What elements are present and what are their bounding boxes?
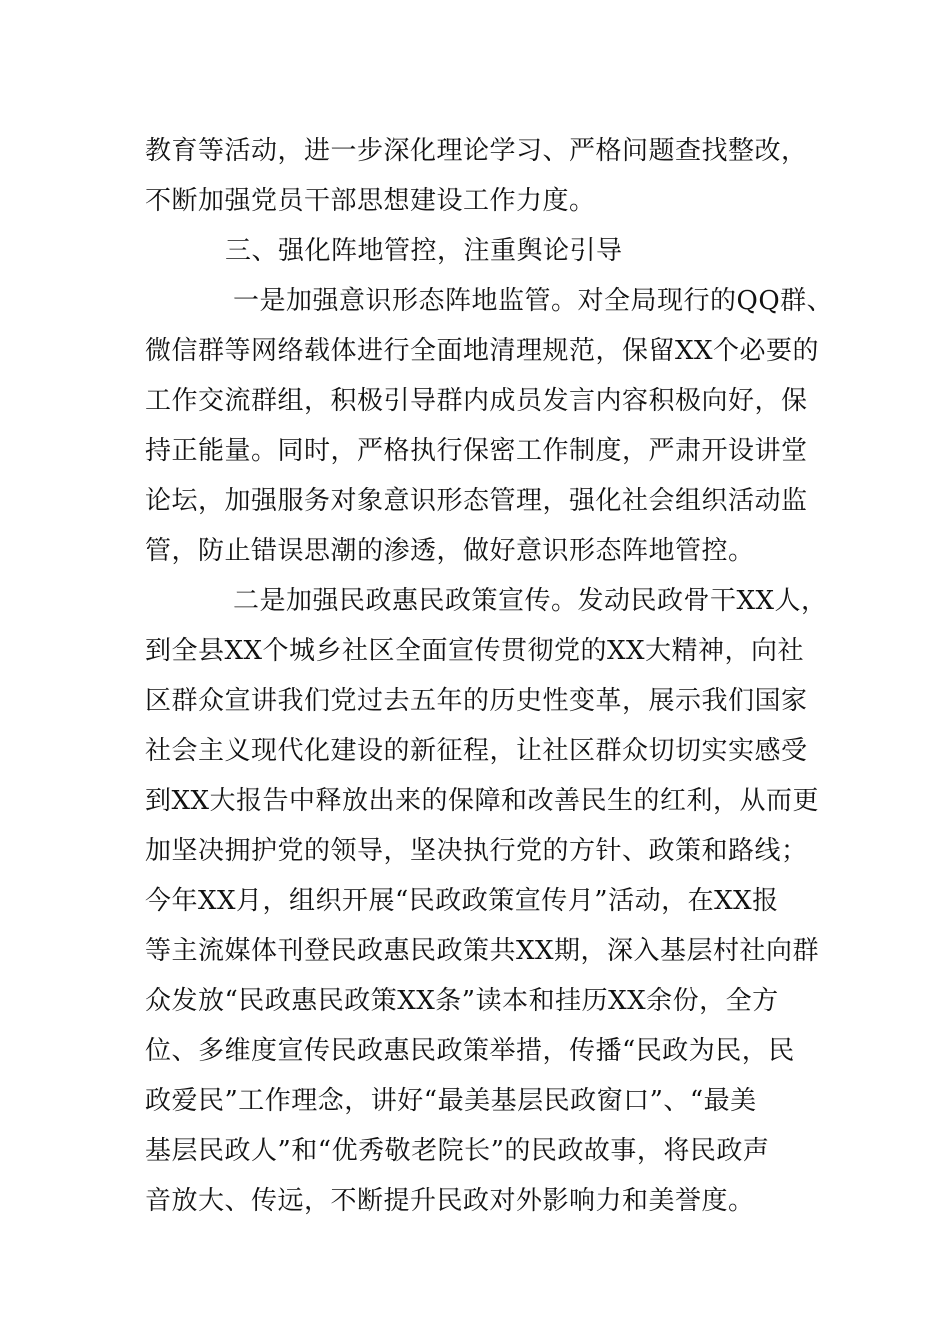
text-line-14: 到XX大报告中释放出来的保障和改善民生的红利，从而更 xyxy=(145,786,820,816)
text-line-19: 位、多维度宣传民政惠民政策举措，传播“民政为民，民 xyxy=(145,1036,795,1066)
text-line-5: 微信群等网络载体进行全面地清理规范，保留XX个必要的 xyxy=(145,336,820,366)
text-line-13: 社会主义现代化建设的新征程，让社区群众切切实实感受 xyxy=(145,736,808,766)
text-line-18: 众发放“民政惠民政策XX条”读本和挂历XX余份，全方 xyxy=(145,986,779,1016)
text-line-4: 一是加强意识形态阵地监管。对全局现行的QQ群、 xyxy=(233,286,834,316)
text-line-12: 区群众宣讲我们党过去五年的历史性变革，展示我们国家 xyxy=(145,686,808,716)
text-line-6: 工作交流群组，积极引导群内成员发言内容积极向好，保 xyxy=(145,386,808,416)
text-line-1: 教育等活动，进一步深化理论学习、严格问题查找整改， xyxy=(145,136,808,166)
text-line-2: 不断加强党员干部思想建设工作力度。 xyxy=(145,186,596,216)
text-line-9: 管，防止错误思潮的渗透，做好意识形态阵地管控。 xyxy=(145,536,755,566)
text-line-22: 音放大、传远，不断提升民政对外影响力和美誉度。 xyxy=(145,1186,755,1216)
text-line-17: 等主流媒体刊登民政惠民政策共XX期，深入基层村社向群 xyxy=(145,936,820,966)
text-line-11: 到全县XX个城乡社区全面宣传贯彻党的XX大精神，向社 xyxy=(145,636,805,666)
text-line-16: 今年XX月，组织开展“民政政策宣传月”活动，在XX报 xyxy=(145,886,779,916)
text-line-21: 基层民政人”和“优秀敬老院长”的民政故事，将民政声 xyxy=(145,1136,770,1166)
text-line-8: 论坛，加强服务对象意识形态管理，强化社会组织活动监 xyxy=(145,486,808,516)
text-line-15: 加坚决拥护党的领导，坚决执行党的方针、政策和路线； xyxy=(145,836,808,866)
text-line-10: 二是加强民政惠民政策宣传。发动民政骨干XX人， xyxy=(233,586,828,616)
section-heading: 三、强化阵地管控，注重舆论引导 xyxy=(225,236,623,266)
text-line-7: 持正能量。同时，严格执行保密工作制度，严肃开设讲堂 xyxy=(145,436,808,466)
text-line-20: 政爱民”工作理念，讲好“最美基层民政窗口”、“最美 xyxy=(145,1086,757,1116)
